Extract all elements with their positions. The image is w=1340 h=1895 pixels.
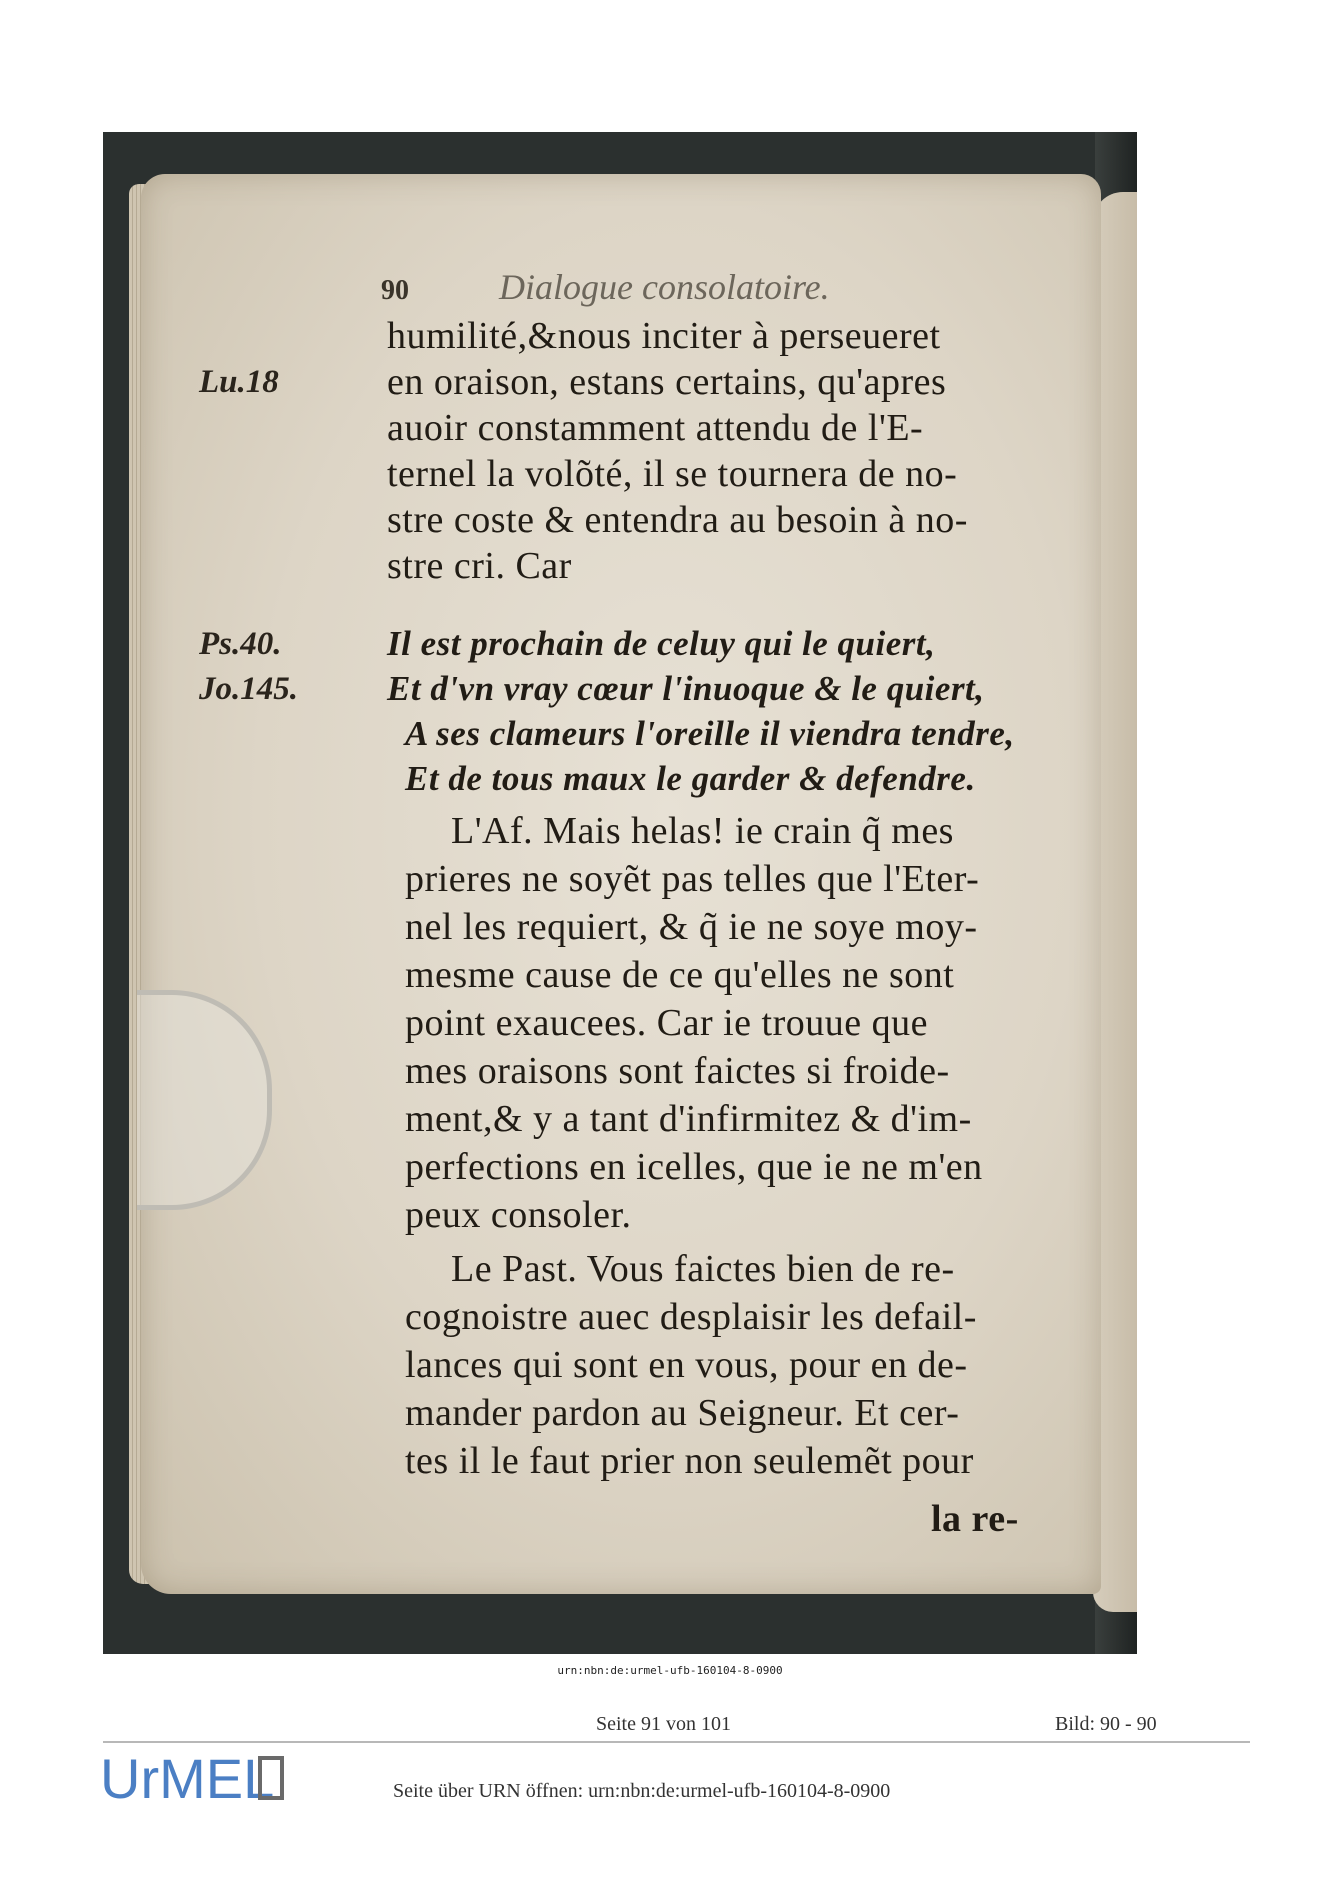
footer-divider — [103, 1741, 1250, 1743]
urmel-logo[interactable] — [100, 1746, 290, 1806]
verse-line: A ses clameurs l'oreille il viendra tendre, — [405, 714, 1015, 753]
book-page — [141, 174, 1101, 1594]
page-count: Seite 91 von 101 — [596, 1713, 731, 1735]
text-line: lances qui sont en vous, pour en de- — [405, 1344, 968, 1386]
running-head-title: Dialogue consolatoire. — [499, 267, 830, 307]
text-line: en oraison, estans certains, qu'apres — [387, 361, 947, 403]
text-line: cognoistre auec desplaisir les defail- — [405, 1296, 977, 1338]
catchword: la re- — [931, 1498, 1019, 1540]
text-line: point exaucees. Car ie trouue que — [405, 1002, 928, 1044]
book-page-scan — [103, 132, 1137, 1654]
image-reference: Bild: 90 - 90 — [1055, 1713, 1157, 1735]
verse-line: Et d'vn vray cœur l'inuoque & le quiert, — [387, 669, 985, 708]
verse-line: Et de tous maux le garder & defendre. — [405, 759, 976, 798]
text-line: stre cri. Car — [387, 545, 572, 587]
verse-line: Il est prochain de celuy qui le quiert, — [387, 624, 936, 663]
text-line: stre coste & entendra au besoin à no- — [387, 499, 968, 541]
text-line: ternel la volõté, il se tournera de no- — [387, 453, 958, 495]
running-head — [381, 266, 830, 308]
text-line: mander pardon au Seigneur. Et cer- — [405, 1392, 960, 1434]
scan-urn-label: urn:nbn:de:urmel-ufb-160104-8-0900 — [557, 1664, 783, 1677]
text-line: mesme cause de ce qu'elles ne sont — [405, 954, 955, 996]
text-line: perfections en icelles, que ie ne m'en — [405, 1146, 983, 1188]
text-line: Le Past. Vous faictes bien de re- — [451, 1248, 955, 1290]
text-line: L'Af. Mais helas! ie crain q̃ mes — [451, 810, 954, 852]
text-line: auoir constamment attendu de l'E- — [387, 407, 924, 449]
text-line: prieres ne soyẽt pas telles que l'Eter- — [405, 858, 980, 900]
text-line: nel les requiert, & q̃ ie ne soye moy- — [405, 906, 978, 948]
urmel-logo-mark — [100, 1746, 290, 1806]
urmel-logo-text: UrMEL — [100, 1747, 275, 1806]
text-line: peux consoler. — [405, 1194, 632, 1236]
running-head-page-number: 90 — [381, 275, 409, 306]
text-line: tes il le faut prier non seulemẽt pour — [405, 1440, 974, 1482]
text-line: mes oraisons sont faictes si froide- — [405, 1050, 950, 1092]
urn-open-link[interactable]: Seite über URN öffnen: urn:nbn:de:urmel-ufb-160104-8-0900 — [393, 1780, 891, 1802]
margin-note: Ps.40. — [199, 626, 282, 662]
margin-note: Lu.18 — [199, 364, 279, 400]
text-line: humilité,&nous inciter à perseueret — [387, 315, 941, 357]
text-line: ment,& y a tant d'infirmitez & d'im- — [405, 1098, 972, 1140]
margin-note: Jo.145. — [199, 671, 298, 707]
